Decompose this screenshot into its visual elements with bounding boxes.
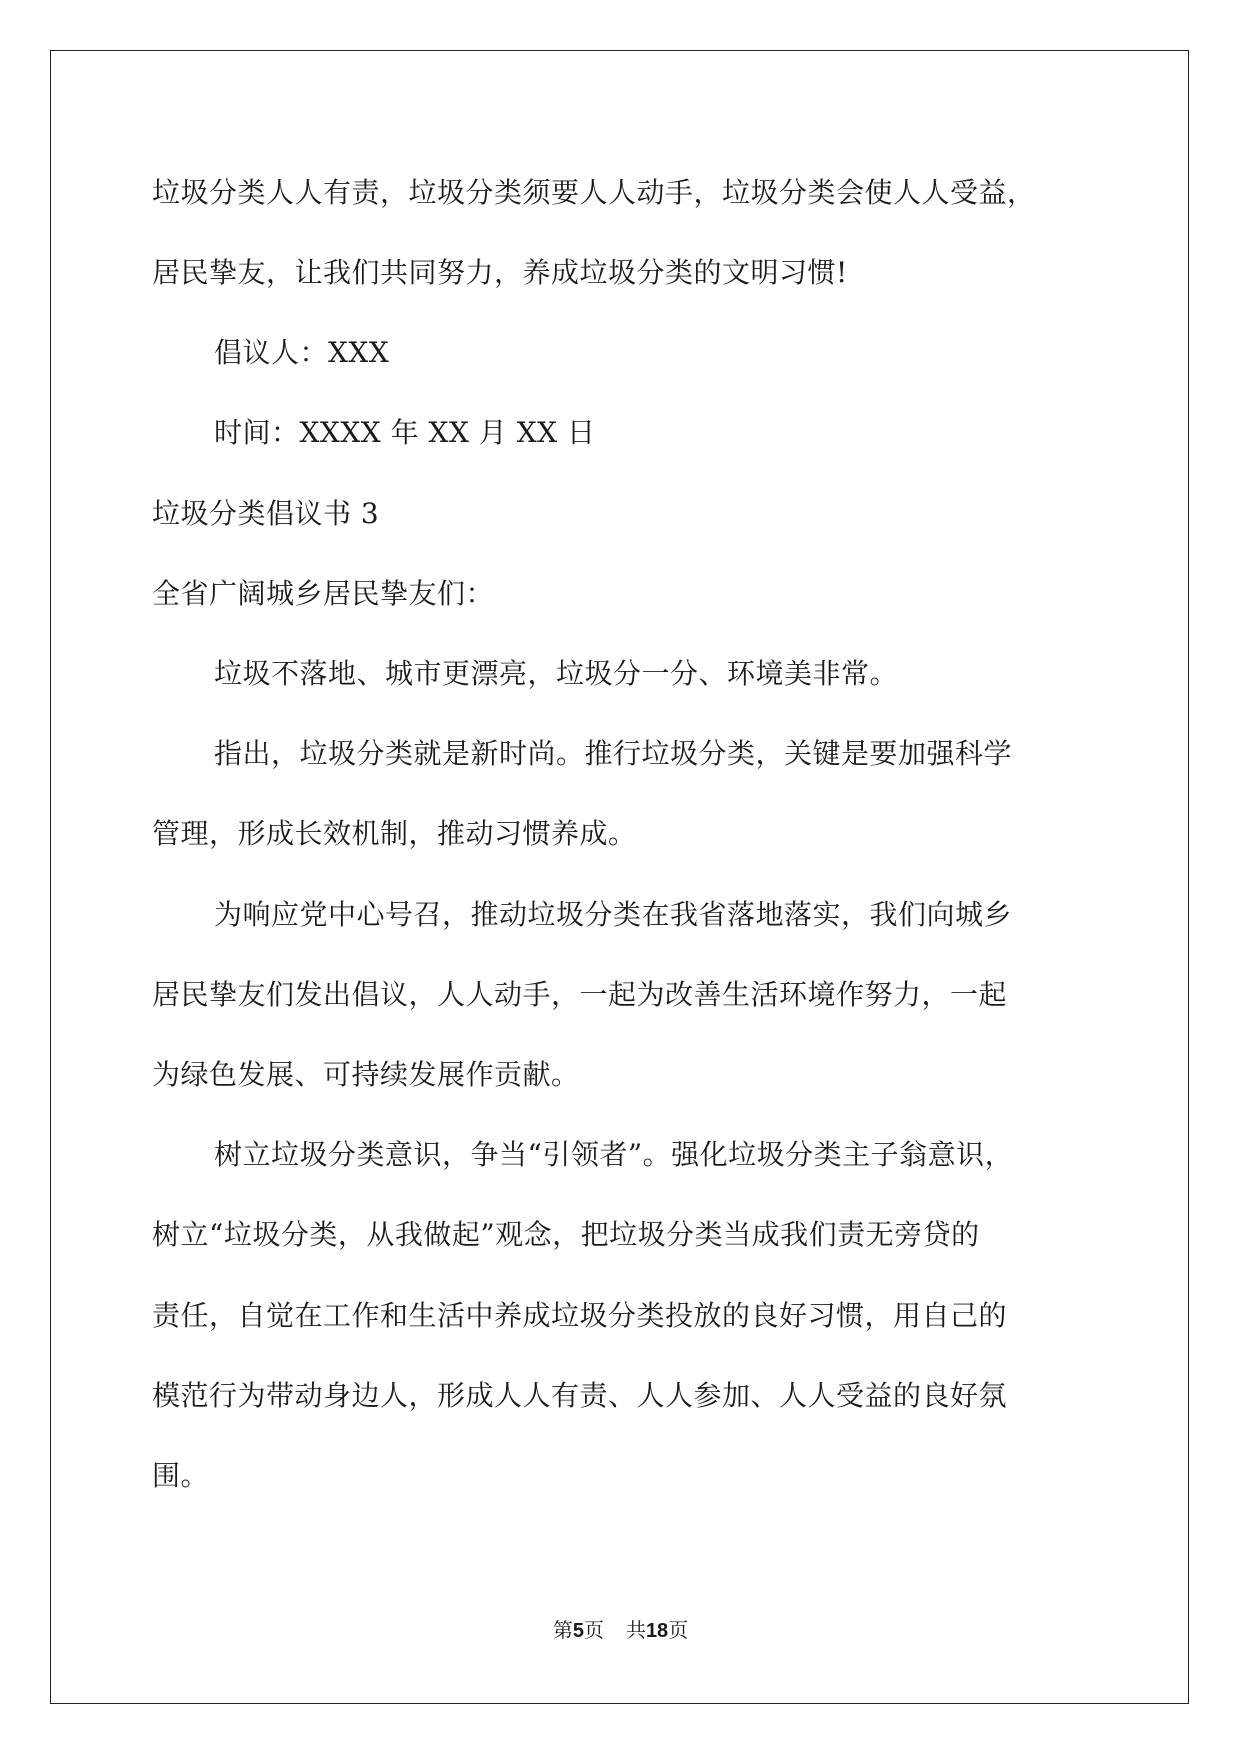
body-text-line: 指出，垃圾分类就是新时尚。推行垃圾分类，关键是要加强科学: [214, 737, 1013, 770]
body-text-line: 树立垃圾分类意识，争当“引领者”。强化垃圾分类主子翁意识，: [214, 1138, 1014, 1171]
body-text-line: 垃圾不落地、城市更漂亮，垃圾分一分、环境美非常。: [214, 657, 899, 690]
total-suffix: 页: [668, 1618, 689, 1642]
body-text-line: 居民挚友们发出倡议，人人动手，一起为改善生活环境作努力，一起: [152, 978, 1008, 1011]
total-prefix: 共: [625, 1618, 646, 1642]
body-text-line: 模范行为带动身边人，形成人人有责、人人参加、人人受益的良好氛: [152, 1379, 1008, 1412]
body-text-line: 为响应党中心号召，推动垃圾分类在我省落地落实，我们向城乡: [214, 898, 1013, 931]
body-text-line: 居民挚友，让我们共同努力，养成垃圾分类的文明习惯!: [152, 256, 848, 289]
page-number: 5: [572, 1620, 584, 1642]
date-line: 时间：XXXX 年 XX 月 XX 日: [214, 416, 596, 449]
initiator-line: 倡议人：XXX: [214, 336, 390, 369]
page-footer: [0, 1618, 1241, 1643]
body-text-line: 管理，形成长效机制，推动习惯养成。: [152, 817, 637, 850]
salutation: 全省广阔城乡居民挚友们：: [152, 577, 495, 610]
section-title: 垃圾分类倡议书 3: [152, 497, 380, 530]
page-border: [50, 50, 1189, 1704]
body-text-line: 责任，自觉在工作和生活中养成垃圾分类投放的良好习惯，用自己的: [152, 1299, 1008, 1332]
total-pages: 18: [645, 1620, 669, 1642]
page-prefix: 第: [552, 1618, 573, 1642]
body-text-line: 为绿色发展、可持续发展作贡献。: [152, 1058, 580, 1091]
page-suffix: 页: [583, 1618, 604, 1642]
body-text-line: 树立“垃圾分类，从我做起”观念，把垃圾分类当成我们责无旁贷的: [152, 1218, 980, 1251]
body-text-line: 围。: [152, 1459, 210, 1492]
body-text-line: 垃圾分类人人有责，垃圾分类须要人人动手，垃圾分类会使人人受益，: [152, 176, 1036, 209]
